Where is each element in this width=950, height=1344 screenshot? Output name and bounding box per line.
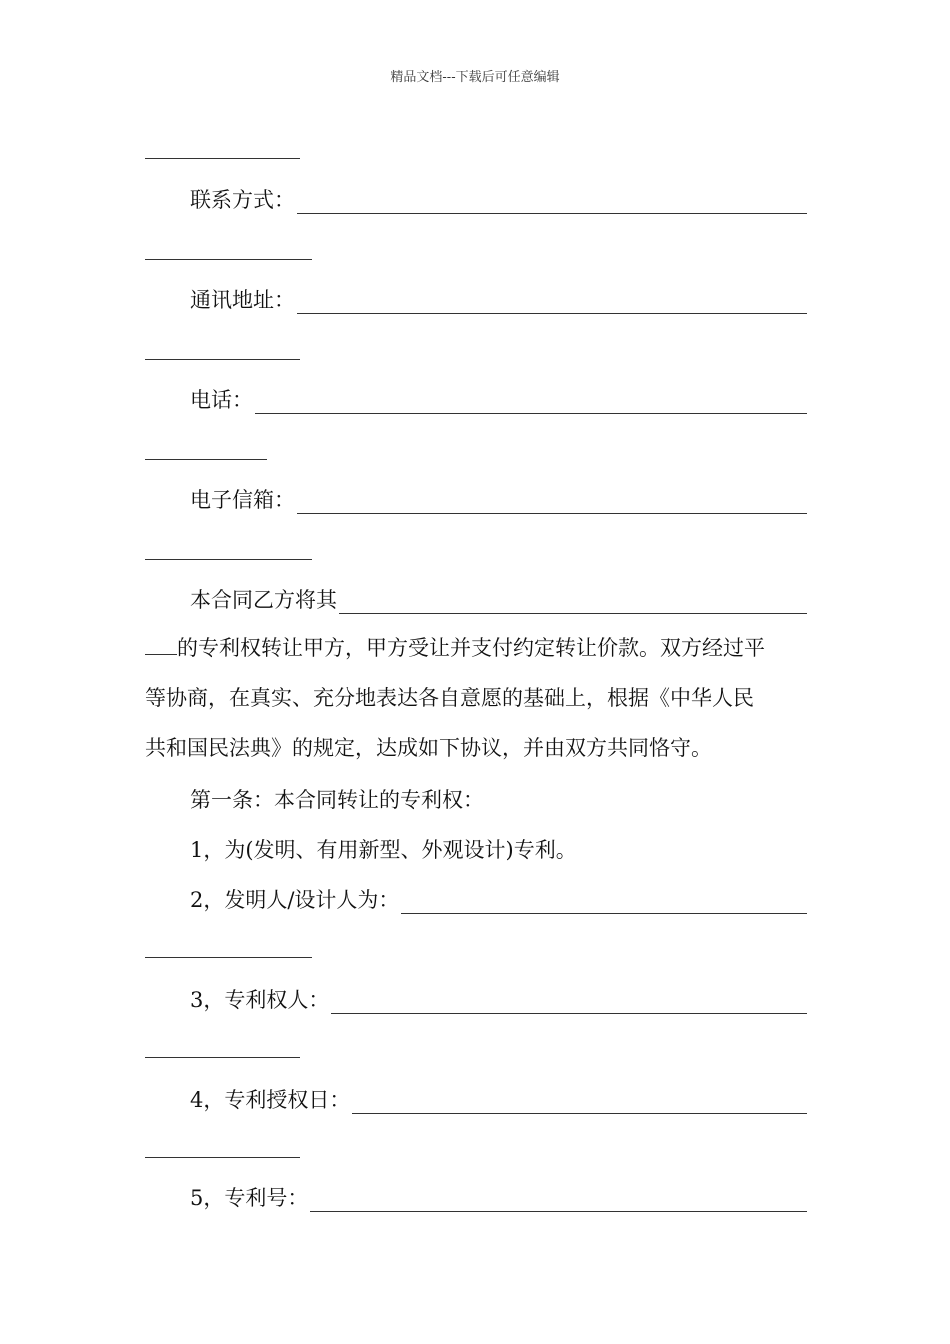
email-field-row	[145, 486, 807, 514]
continuation-rule	[145, 158, 300, 159]
contact-field-row	[145, 186, 807, 214]
address-field-row	[145, 286, 807, 314]
patent-number-blank[interactable]	[310, 1191, 807, 1212]
grant-date-blank[interactable]	[352, 1093, 807, 1114]
patentee-blank-continuation[interactable]	[145, 1057, 300, 1058]
email-blank[interactable]	[297, 493, 807, 514]
phone-blank[interactable]	[255, 393, 807, 414]
email-blank-continuation[interactable]	[145, 559, 312, 560]
patent-number-field-row	[145, 1184, 807, 1212]
phone-field-row	[145, 386, 807, 414]
inventor-label: 2，发明人/设计人为：	[190, 888, 400, 912]
intro-line-3: 等协商，在真实、充分地表达各自意愿的基础上，根据《中华人民	[145, 686, 754, 710]
patent-name-blank[interactable]	[339, 593, 807, 614]
contact-blank[interactable]	[297, 193, 807, 214]
intro-lead-text: 本合同乙方将其	[190, 588, 337, 612]
intro-line-2	[145, 634, 807, 662]
contact-label: 联系方式：	[190, 188, 295, 212]
inventor-blank[interactable]	[401, 893, 807, 914]
address-blank-continuation[interactable]	[145, 359, 300, 360]
patentee-blank[interactable]	[331, 993, 807, 1014]
page-header: 精品文档---下载后可任意编辑	[390, 70, 560, 85]
patent-number-label: 5，专利号：	[190, 1186, 309, 1210]
intro-line-1	[145, 586, 807, 614]
intro-line-4: 共和国民法典》的规定，达成如下协议，并由双方共同恪守。	[145, 736, 712, 760]
inventor-blank-continuation[interactable]	[145, 957, 312, 958]
patent-name-blank-continuation[interactable]	[145, 636, 177, 655]
article-1-title: 第一条：本合同转让的专利权：	[190, 788, 484, 812]
grant-date-label: 4，专利授权日：	[190, 1088, 351, 1112]
grant-date-field-row	[145, 1086, 807, 1114]
patentee-label: 3，专利权人：	[190, 988, 330, 1012]
email-label: 电子信箱：	[190, 488, 295, 512]
address-label: 通讯地址：	[190, 288, 295, 312]
article-1-item-1: 1，为(发明、有用新型、外观设计)专利。	[190, 838, 577, 862]
phone-label: 电话：	[190, 388, 253, 412]
inventor-field-row	[145, 886, 807, 914]
patentee-field-row	[145, 986, 807, 1014]
grant-date-blank-continuation[interactable]	[145, 1157, 300, 1158]
phone-blank-continuation[interactable]	[145, 459, 267, 460]
address-blank[interactable]	[297, 293, 807, 314]
contact-blank-continuation[interactable]	[145, 259, 312, 260]
intro-line-2-text: 的专利权转让甲方，甲方受让并支付约定转让价款。双方经过平	[177, 636, 765, 660]
